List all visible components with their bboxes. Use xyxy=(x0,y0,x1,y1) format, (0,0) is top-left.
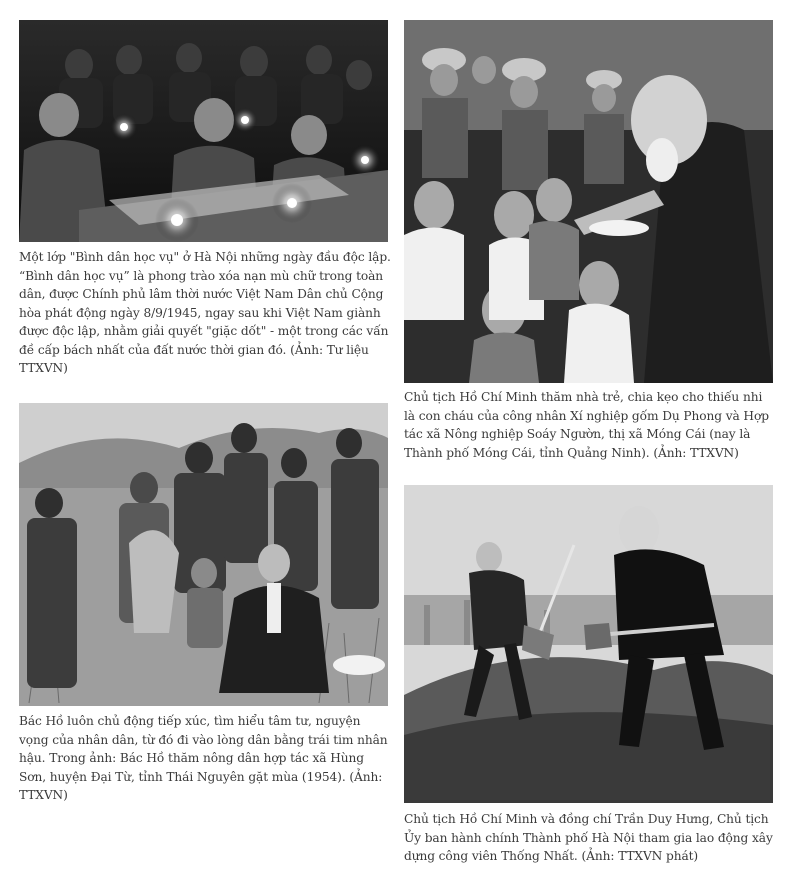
park-labor-caption: Chủ tịch Hồ Chí Minh và đồng chí Trần Duy Hưng, Chủ tịch Ủy ban hành chính Thành phố Hà Nội tham gia lao động xây dựng công viên Thống Nhất. (Ảnh: TTXVN phát) xyxy=(404,812,773,863)
classroom-photo xyxy=(19,20,388,242)
harvest-visit-caption: Bác Hồ luôn chủ động tiếp xúc, tìm hiểu tâm tư, nguyện vọng của nhân dân, từ đó đi vào lòng dân bằng trái tim nhân hậu. Trong ảnh: Bác Hồ thăm nông dân hợp tác xã Hùng Sơn, huyện Đại Từ, tỉnh Thái Nguyên gặt mùa (1954). (Ảnh: TTXVN) xyxy=(19,714,388,802)
children-candy-photo xyxy=(404,20,773,383)
park-labor-photo xyxy=(404,485,773,803)
classroom-caption: Một lớp "Bình dân học vụ" ở Hà Nội những ngày đầu độc lập. “Bình dân học vụ” là phong trào xóa nạn mù chữ trong toàn dân, được Chính phủ lâm thời nước Việt Nam Dân chủ Cộng hòa phát động ngày 8/9/1945, ngay sau khi Việt Nam giành được độc lập, nhằm giải quyết "giặc dốt" - một trong các vấn đề cấp bách nhất của đất nước thời gian đó. (Ảnh: Tư liệu TTXVN) xyxy=(19,250,391,375)
harvest-visit-photo xyxy=(19,403,388,706)
children-candy-caption: Chủ tịch Hồ Chí Minh thăm nhà trẻ, chia kẹo cho thiếu nhi là con cháu của công nhân Xí nghiệp gốm Dụ Phong và Hợp tác xã Nông nghiệp Soáy Ngườn, thị xã Móng Cái (nay là Thành phố Móng Cái, tỉnh Quảng Ninh). (Ảnh: TTXVN) xyxy=(404,390,769,460)
